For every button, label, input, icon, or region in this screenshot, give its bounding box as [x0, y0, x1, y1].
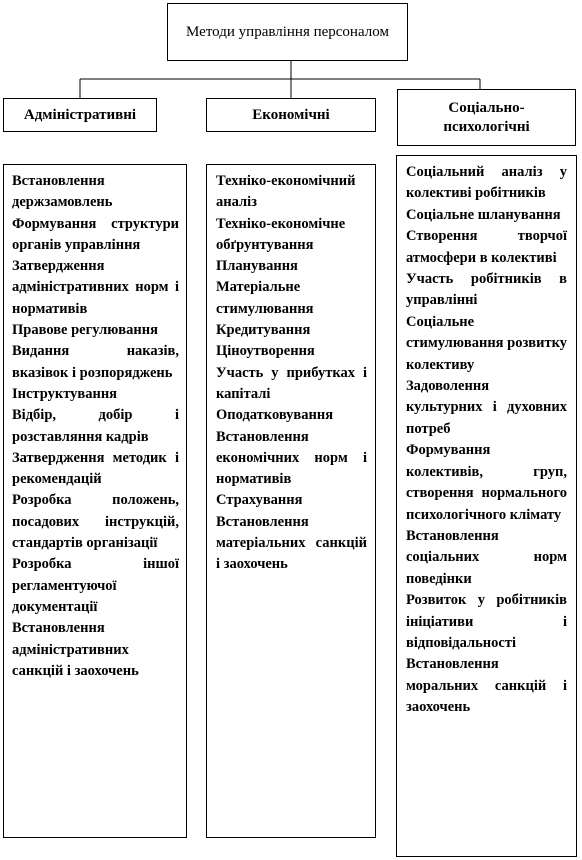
list-item: Розробка іншої регламентуючої документації [12, 556, 179, 615]
item-list-admin [12, 171, 179, 682]
list-item: Встановлення держзамовлень [12, 173, 113, 211]
list-item: Техніко-економічний аналіз [216, 173, 356, 211]
list-item: Формування структури органів управління [12, 215, 179, 253]
list-item: Встановлення матеріальних санкцій і заохочень [216, 513, 367, 573]
root-box [167, 3, 408, 61]
list-item: Встановлення економічних норм і нормативів [216, 428, 367, 488]
list-item: Соціальне стимулювання розвитку колективу [406, 313, 568, 373]
list-item: Розробка положень, посадових інструкцій, стандартів організації [12, 492, 179, 552]
list-item: Участь у прибутках і капіталі [216, 364, 367, 402]
list-item: Планування [216, 258, 298, 275]
item-list-social [406, 162, 567, 719]
list-item: Задоволення культурних і духовних потреб [406, 378, 567, 437]
list-item: Затвердження адміністративних норм і нормативів [12, 258, 179, 317]
category-list-social [396, 155, 577, 857]
list-item: Встановлення соціальних норм поведінки [406, 527, 567, 587]
category-header-social [397, 89, 576, 146]
list-item: Кредитування [216, 322, 311, 339]
list-item: Оподатковування [216, 407, 334, 424]
list-item: Страхування [216, 492, 303, 509]
root-label: Методи управління персоналом [186, 24, 389, 40]
category-title-admin: Адміністративні [23, 106, 137, 123]
list-item: Участь робітників в управлінні [406, 271, 567, 309]
list-item: Інструктування [12, 385, 118, 402]
item-list-econ [216, 171, 367, 576]
list-item: Ціноутворення [216, 343, 315, 360]
category-list-admin [3, 164, 187, 838]
list-item: Видання наказів, вказівок і розпоряджень [12, 343, 179, 381]
list-item: Правове регулювання [12, 322, 158, 339]
category-title-social: Соціально-психологічні [443, 99, 530, 135]
list-item: Матеріальне стимулювання [216, 279, 314, 317]
category-header-econ [206, 98, 376, 132]
list-item: Відбір, добір і розставляння кадрів [12, 407, 179, 445]
category-list-econ [206, 164, 376, 838]
list-item: Формування колективів, груп, створення нормального психологічного клімату [406, 442, 567, 523]
list-item: Створення творчої атмосфери в колективі [406, 228, 567, 266]
category-title-econ: Економічні [252, 106, 330, 123]
list-item: Встановлення моральних санкцій і заохочень [406, 656, 567, 716]
list-item: Соціальне шланування [406, 206, 561, 223]
list-item: Соціальний аналіз у колективі робітників [406, 164, 567, 202]
list-item: Затвердження методик і рекомендацій [12, 449, 179, 488]
list-item: Встановлення адміністративних санкцій і заохочень [12, 620, 139, 679]
category-header-admin [3, 98, 157, 132]
list-item: Техніко-економічне обґрунтування [216, 215, 346, 253]
list-item: Розвиток у робітників ініціативи і відповідальності [406, 592, 567, 651]
